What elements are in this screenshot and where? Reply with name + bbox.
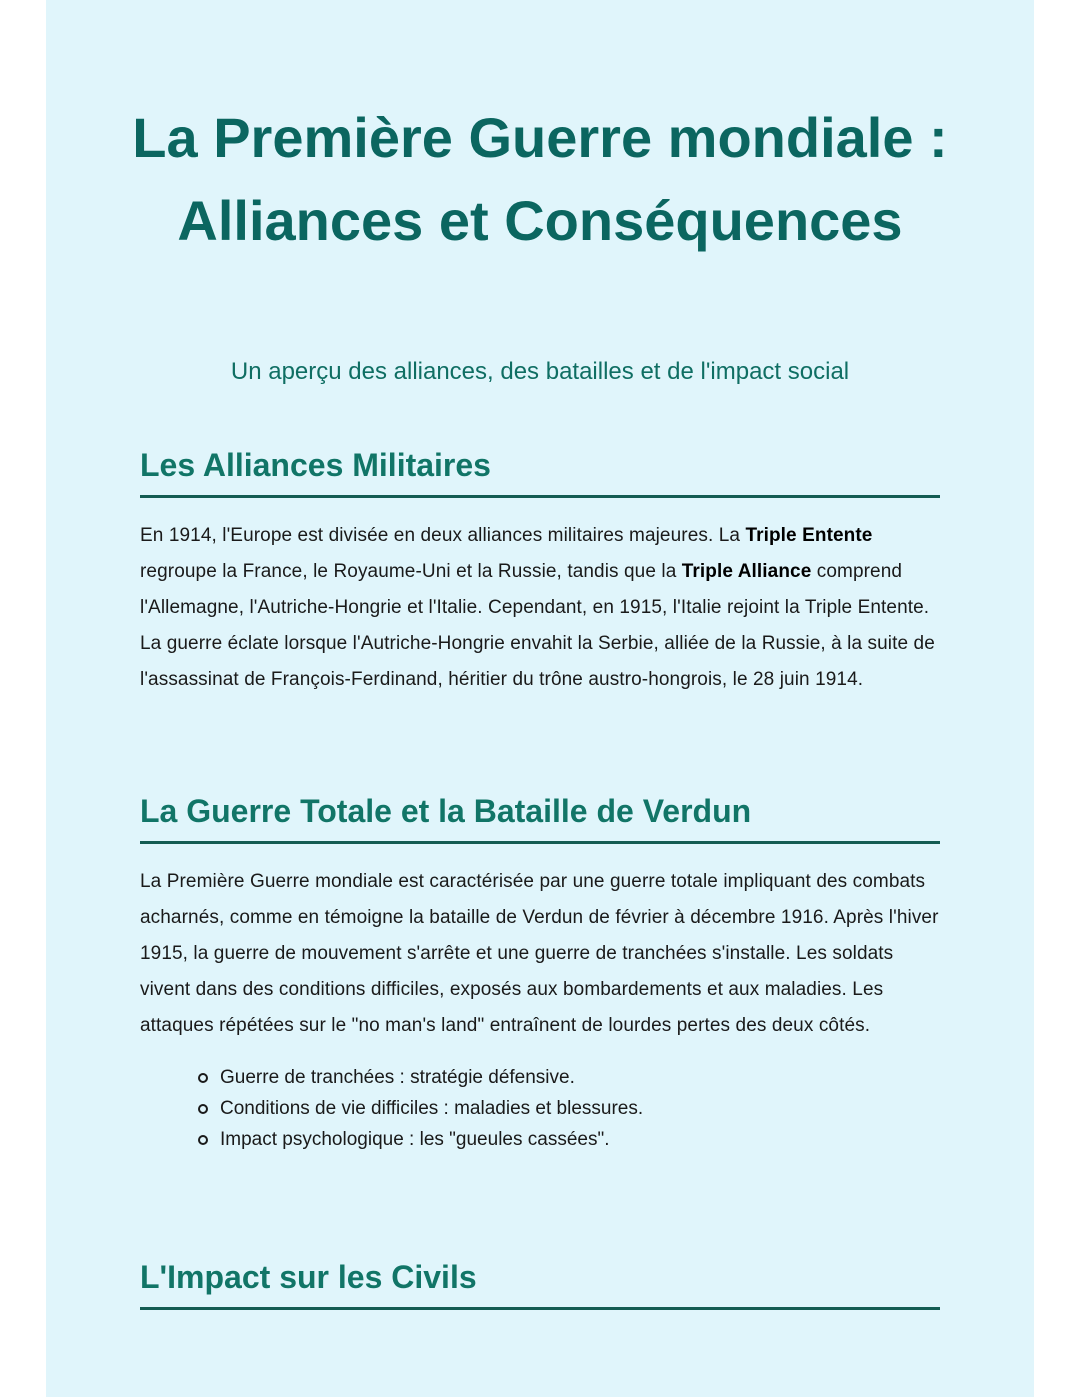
- list-item: Conditions de vie difficiles : maladies et blessures.: [220, 1093, 940, 1124]
- text-run: regroupe la France, le Royaume-Uni et la Russie, tandis que la: [140, 561, 682, 582]
- section-heading: La Guerre Totale et la Bataille de Verdun: [140, 791, 940, 844]
- page-subtitle: Un aperçu des alliances, des batailles et de l'impact social: [230, 358, 850, 385]
- list-item: Guerre de tranchées : stratégie défensive.: [220, 1062, 940, 1093]
- section-heading: Les Alliances Militaires: [140, 445, 940, 498]
- bold-term: Triple Entente: [745, 525, 873, 546]
- document-page: [46, 0, 1034, 1397]
- section-alliances: [140, 445, 940, 698]
- section-heading: L'Impact sur les Civils: [140, 1257, 940, 1310]
- text-run: comprend l'Allemagne, l'Autriche-Hongrie et l'Italie. Cependant, en 1915, l'Italie rejoint la Triple Entente. La guerre éclate lorsque l'Autriche-Hongrie envahit la Serbie, alliée de la Russie, à la suite de l'assassinat de François-Ferdinand, héritier du trône austro-hongrois, le 28 juin 1914.: [140, 561, 935, 690]
- section-verdun: [140, 791, 940, 1155]
- bullet-list: [140, 1062, 940, 1155]
- section-paragraph: La Première Guerre mondiale est caractérisée par une guerre totale impliquant des combats acharnés, comme en témoigne la bataille de Verdun de février à décembre 1916. Après l'hiver 1915, la guerre de mouvement s'arrête et une guerre de tranchées s'installe. Les soldats vivent dans des conditions difficiles, exposés aux bombardements et aux maladies. Les attaques répétées sur le "no man's land" entraînent de lourdes pertes des deux côtés.: [140, 871, 939, 1036]
- list-item: Impact psychologique : les "gueules cassées".: [220, 1124, 940, 1155]
- section-paragraph: [140, 518, 940, 698]
- page-title: La Première Guerre mondiale : Alliances et Conséquences: [132, 106, 948, 252]
- text-run: En 1914, l'Europe est divisée en deux alliances militaires majeures. La: [140, 525, 746, 546]
- bold-term: Triple Alliance: [681, 561, 812, 582]
- section-civils: [140, 1257, 940, 1310]
